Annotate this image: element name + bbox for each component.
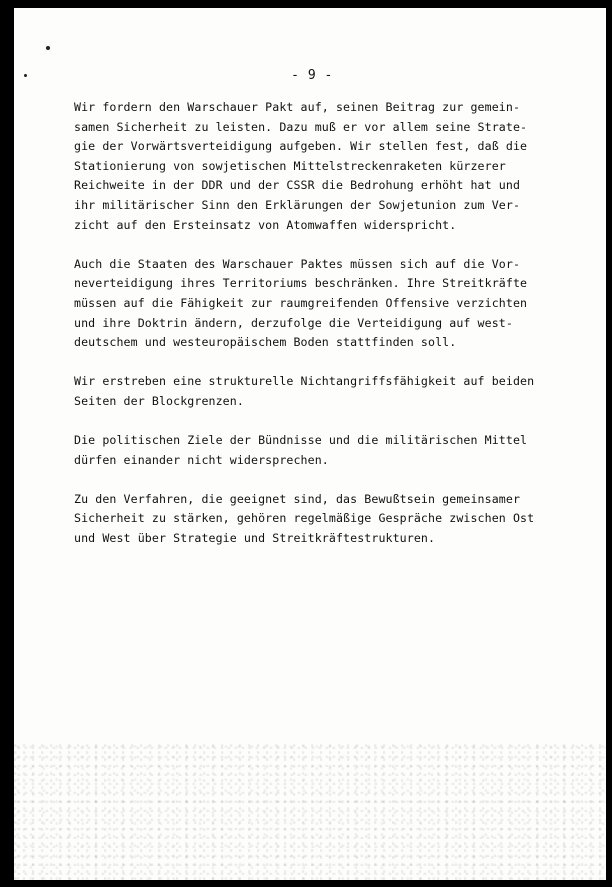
text-line: Zu den Verfahren, die geeignet sind, das Bewußtsein gemeinsamer bbox=[74, 491, 521, 506]
text-line: ihr militärischer Sinn den Erklärungen der Sowjetunion zum Ver- bbox=[74, 197, 521, 212]
text-line: dürfen einander nicht widersprechen. bbox=[74, 452, 329, 467]
text-line: Seiten der Blockgrenzen. bbox=[74, 393, 244, 408]
text-line: müssen auf die Fähigkeit zur raumgreifenden Offensive verzichten bbox=[74, 295, 528, 310]
scan-speck bbox=[24, 74, 27, 77]
text-line: Die politischen Ziele der Bündnisse und die militärischen Mittel bbox=[74, 433, 528, 448]
paragraph-3 bbox=[74, 372, 554, 411]
page-number: - 9 - bbox=[291, 68, 333, 83]
text-line: Reichweite in der DDR und der CSSR die Bedrohung erhöht hat und bbox=[74, 178, 521, 193]
text-line: gie der Vorwärtsverteidigung aufgeben. Wir stellen fest, daß die bbox=[74, 139, 528, 154]
paragraph-5 bbox=[74, 490, 554, 549]
text-line: Wir fordern den Warschauer Pakt auf, seinen Beitrag zur gemein- bbox=[74, 100, 521, 114]
text-line: und ihre Doktrin ändern, derzufolge die Verteidigung auf west- bbox=[74, 315, 513, 330]
document-body bbox=[74, 98, 554, 568]
scan-noise bbox=[14, 740, 606, 880]
scan-speck bbox=[46, 46, 50, 50]
text-line: zicht auf den Ersteinsatz von Atomwaffen widerspricht. bbox=[74, 217, 457, 232]
text-line: Sicherheit zu stärken, gehören regelmäßige Gespräche zwischen Ost bbox=[74, 511, 535, 526]
text-line: Stationierung von sowjetischen Mittelstreckenraketen kürzerer bbox=[74, 158, 506, 173]
text-line: neverteidigung ihres Territoriums beschränken. Ihre Streitkräfte bbox=[74, 276, 528, 291]
document-page bbox=[14, 8, 606, 880]
text-line: deutschem und westeuropäischem Boden stattfinden soll. bbox=[74, 335, 457, 350]
paragraph-2 bbox=[74, 255, 554, 353]
text-line: samen Sicherheit zu leisten. Dazu muß er vor allem seine Strate- bbox=[74, 119, 528, 134]
paragraph-1 bbox=[74, 98, 554, 235]
paragraph-4 bbox=[74, 431, 554, 470]
text-line: und West über Strategie und Streitkräftestrukturen. bbox=[74, 531, 436, 546]
text-line: Wir erstreben eine strukturelle Nichtangriffsfähigkeit auf beiden bbox=[74, 374, 535, 389]
text-line: Auch die Staaten des Warschauer Paktes müssen sich auf die Vor- bbox=[74, 256, 521, 271]
